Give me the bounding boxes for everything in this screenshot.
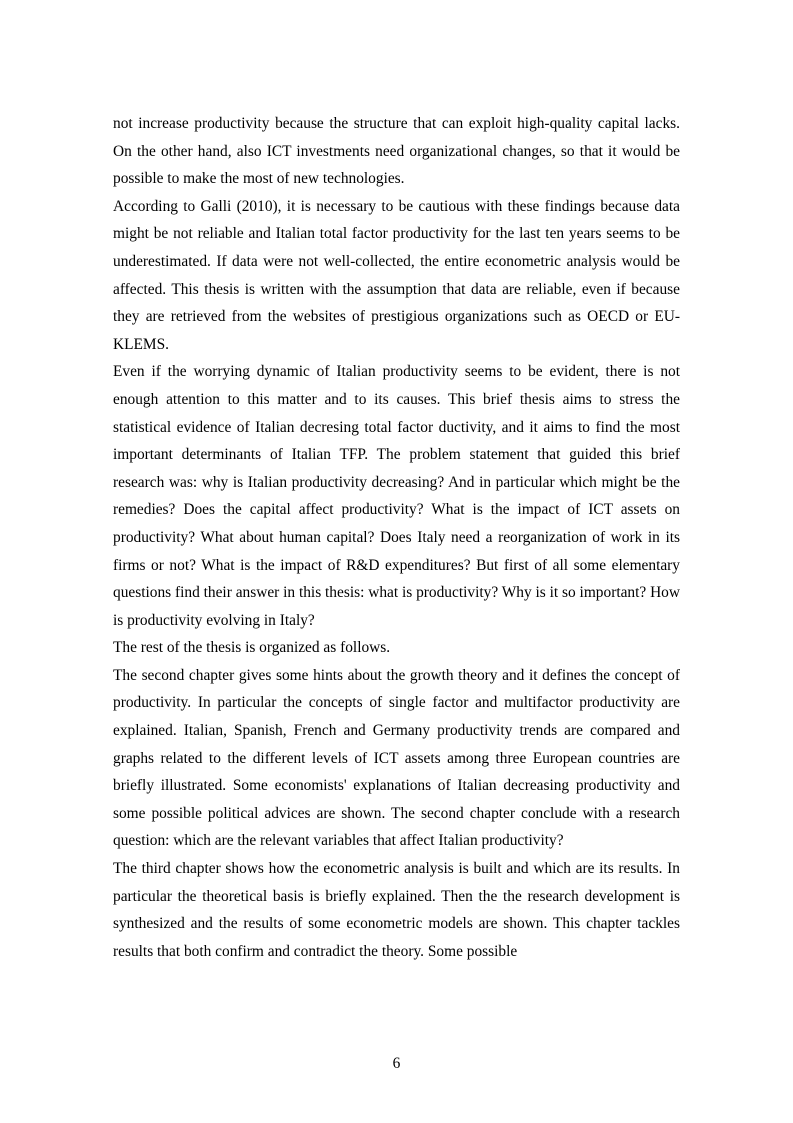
page-number: 6 (392, 1055, 401, 1072)
body-text (113, 110, 680, 965)
paragraph-4: The rest of the thesis is organized as follows. (113, 639, 391, 657)
paragraph-2: According to Galli (2010), it is necessary to be cautious with these findings because data might be not reliable and Italian total factor productivity for the last ten years seems to be underestimated. If data were not well-collected, the entire econometric analysis would be affected. This thesis is written with the assumption that data are reliable, even if because they are retrieved from the websites of prestigious organizations such as OECD or EU-KLEMS. (113, 197, 680, 353)
paragraph-3: Even if the worrying dynamic of Italian productivity seems to be evident, there is not enough attention to this matter and to its causes. This brief thesis aims to stress the statistical evidence of Italian decresing total factor ductivity, and it aims to find the most important determinants of Italian TFP. The problem statement that guided this brief research was: why is Italian productivity decreasing? And in particular which might be the remedies? Does the capital affect productivity? What is the impact of ICT assets on productivity? What about human capital? Does Italy need a reorganization of work in its firms or not? What is the impact of R&D expenditures? But first of all some elementary questions find their answer in this thesis: what is productivity? Why is it so important? How is productivity evolving in Italy? (113, 363, 680, 629)
paragraph-5: The second chapter gives some hints about the growth theory and it defines the concept of productivity. In particular the concepts of single factor and multifactor productivity are explained. Italian, Spanish, French and Germany productivity trends are compared and graphs related to the different levels of ICT assets among three European countries are briefly illustrated. Some economists' explanations of Italian decreasing productivity and some possible political advices are shown. The second chapter conclude with a research question: which are the relevant variables that affect Italian productivity? (113, 666, 680, 850)
paragraph-6: The third chapter shows how the econometric analysis is built and which are its results. In particular the theoretical basis is briefly explained. Then the the research development is synthesized and the results of some econometric models are shown. This chapter tackles results that both confirm and contradict the theory. Some possible (113, 860, 680, 960)
paragraph-1: not increase productivity because the structure that can exploit high-quality capital lacks. On the other hand, also ICT investments need organizational changes, so that it would be possible to make the most of new technologies. (113, 115, 680, 188)
